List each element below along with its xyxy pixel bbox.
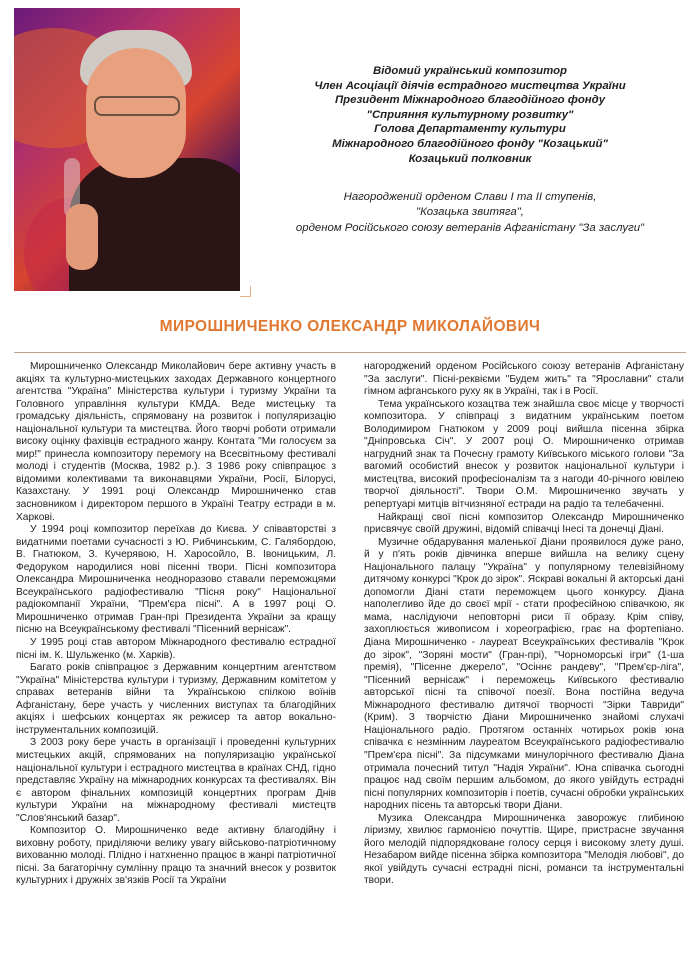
- paragraph: Музичне обдарування маленької Діани проявилося дуже рано, й у п'ять років дівчинка вперше вийшла на велику сцену Національного палацу "Україна" у популярному телевізійному дитячому конкурсі "Крок до зірок". Яскраві вокальні й акторські дані допомогли Діані стати переможцем цього конкурсу. Діана наполегливо йде до своєї мрії - стати професійною співачкою, як мама, наслідуючи неповторні риси її образу. Крім співу, захоплюється живописом і хореографією, грає на фортепіано. Діана Мирошниченко - лауреат Всеукраїнських фестивалів "Крок до зірок", "Зоряні мости" (Гран-прі), "Чорноморські ігри" (1-ша премія), "Пісенне джерело", "Осіннє рандеву", "Прем'єр-ліга", "Пісенний вернісаж" і переможець Київського фестивалю авторської пісні та співочої поезії. Вона постійна ведуча Міжнародного фестивалю дитячої творчості "Зірки Тавриди" (Крим). З творчістю Діани Мирошниченко знайомі слухачі Національного радіо. Протягом останніх чотирьох років юна співачка є незмінним лауреатом Всеукраїнського радіофестивалю "Прем'єра пісні". За підсумками минулорічного фестивалю Діана отримала почесний титул "Надія України". Юна співачка сьогодні працює над своїм першим альбомом, до якого увійдуть естрадні пісні популярних композиторів і поетів, сучасні обробки українських народних пісень та авторські твори Діани.: [364, 536, 684, 812]
- heading-divider: [14, 352, 686, 353]
- award-line: "Козацька звитяга",: [416, 206, 524, 219]
- paragraph: Мирошниченко Олександр Миколайович бере активну участь в акціях та культурно-мистецьких заходах Державного концертного агентства "Україна" Міністерства культури і туризму України та Головного управління культури КМДА. Веде мистецьку та громадську діяльність, спрямовану на розвиток і популяризацію національної культури та мистецтва. Його творчі роботи отримали високу оцінку фахівців естрадного жанру. Контата "Ми голосуєм за мир!" принесла композитору перемогу на Всесвітньому фестивалі молоді і студентів (Москва, 1982 р.). З 1986 року співпрацює з відомими колективами та виконавцями України, Росії, Білорусі, Казахстану. У 1991 році Олександр Мирошниченко став засновником і директором першого в Україні Театру естради в м. Харкові.: [16, 361, 336, 523]
- title-line: Відомий український композитор: [372, 65, 568, 77]
- person-name-heading: МИРОШНИЧЕНКО ОЛЕКСАНДР МИКОЛАЙОВИЧ: [159, 318, 541, 335]
- paragraph: Найкращі свої пісні композитор Олександр Мирошниченко присвячує своїй дружині, відомій співачці Інесі та донечці Діані.: [364, 511, 684, 536]
- portrait-glasses: [94, 96, 180, 116]
- title-line: Міжнародного благодійного фонду "Козацький": [332, 137, 608, 150]
- paragraph: З 2003 року бере участь в організації і проведенні культурних мистецьких акцій, спрямованих на популяризацію української національної культури і естрадного мистецтва в країнах СНД, гідно представляє Україну на міжнародних конкурсах та фестивалях. Він є автором фінальних композицій концертних програм Днів культури України на міжнародному фестивалі мистецтв "Слов'янський базар".: [16, 737, 336, 824]
- portrait-photo: [14, 8, 240, 291]
- paragraph: Композитор О. Мирошниченко веде активну благодійну і виховну роботу, приділяючи велику увагу військово-патріотичному вихованню молоді. Плідно і натхненно працює в жанрі патріотичної пісні. За багаторічну сумлінну працю та значний внесок у розвиток культурних і дружніх зв'язків Росії та України: [16, 825, 336, 887]
- title-line: Член Асоціації діячів естрадного мистецтва України: [314, 79, 626, 92]
- title-line: "Сприяння культурному розвитку": [366, 108, 574, 121]
- title-line: Президент Міжнародного благодійного фонду: [334, 94, 606, 107]
- paragraph: Тема українського козацтва теж знайшла своє місце у творчості композитора. У співпраці з видатним українським поетом Володимиром Гнатюком у 2009 році вийшла пісенна збірка "Дніпровська Січ". У 2007 році О. Мирошниченко отримав нагрудний знак та Почесну грамоту Київського міського голови "За вагомий особистий внесок у розвиток національної культури і мистецтва, високий професіоналізм та з нагоди 40-річного ювілею творчої діяльності". Твори О.М. Мирошниченко звучать у репертуарі митців вітчизняної естради на радіо та телебаченні.: [364, 398, 684, 511]
- paragraph: Музика Олександра Мирошниченка заворожує глибиною ліризму, хвилює гармонією почуттів. Щире, пристрасне звучання його мелодій підпорядковане голосу серця і високому злету душі. Незабаром вийде пісенна збірка композитора "Мелодія любові", до якої увійдуть сучасні естрадні пісні, романси та інструментальні твори.: [364, 812, 684, 887]
- photo-corner-decoration: [240, 286, 251, 297]
- left-column: [16, 361, 336, 888]
- titles-block: [250, 64, 690, 166]
- portrait-hand: [66, 204, 98, 270]
- awards-block: [250, 190, 690, 236]
- title-line: Козацький полковник: [408, 152, 532, 165]
- paragraph: У 1995 році став автором Міжнародного фестивалю естрадної пісні ім. К. Шульженко (м. Харків).: [16, 637, 336, 661]
- award-line: Нагороджений орденом Слави І та ІІ ступенів,: [343, 191, 597, 203]
- paragraph: Багато років співпрацює з Державним концертним агентством "Україна" Міністерства культури і туризму, Державним комітетом у справах ветеранів війни та Українською спілкою воїнів Афганістану, бере участь у численних виступах та благодійних акціях і шефських концертах як режисер та автор вокально-інструментальних композицій.: [16, 662, 336, 736]
- paragraph: нагороджений орденом Російського союзу ветеранів Афганістану "За заслуги". Пісні-реквієми "Будем жить" та "Ярославни" стали гімном афганського руху як в Україні, так і в Росії.: [364, 361, 684, 398]
- right-column: [364, 361, 684, 888]
- paragraph: У 1994 році композитор переїхав до Києва. У співавторстві з видатними поетами сучасності з Ю. Рибчинським, С. Галябордою, В. Гнатюком, З. Кучерявою, Н. Харосойло, В. Івоницьким, Л. Федоруком народилися нові пісенні твори. Пісні композитора Олександра Мирошниченка неодноразово ставали переможцями Всеукраїнського радіофестивалю "Пісня року" Національної радіокомпанії України, "Прем'єра пісні". А в 1997 році О. Мирошниченко отримав Гран-прі Президента України за кращу пісню на Всеукраїнському фестивалі "Пісенний вернісаж".: [16, 524, 336, 636]
- title-line: Голова Департаменту культури: [374, 123, 566, 136]
- award-line: орденом Російського союзу ветеранів Афганістану "За заслуги": [295, 221, 645, 234]
